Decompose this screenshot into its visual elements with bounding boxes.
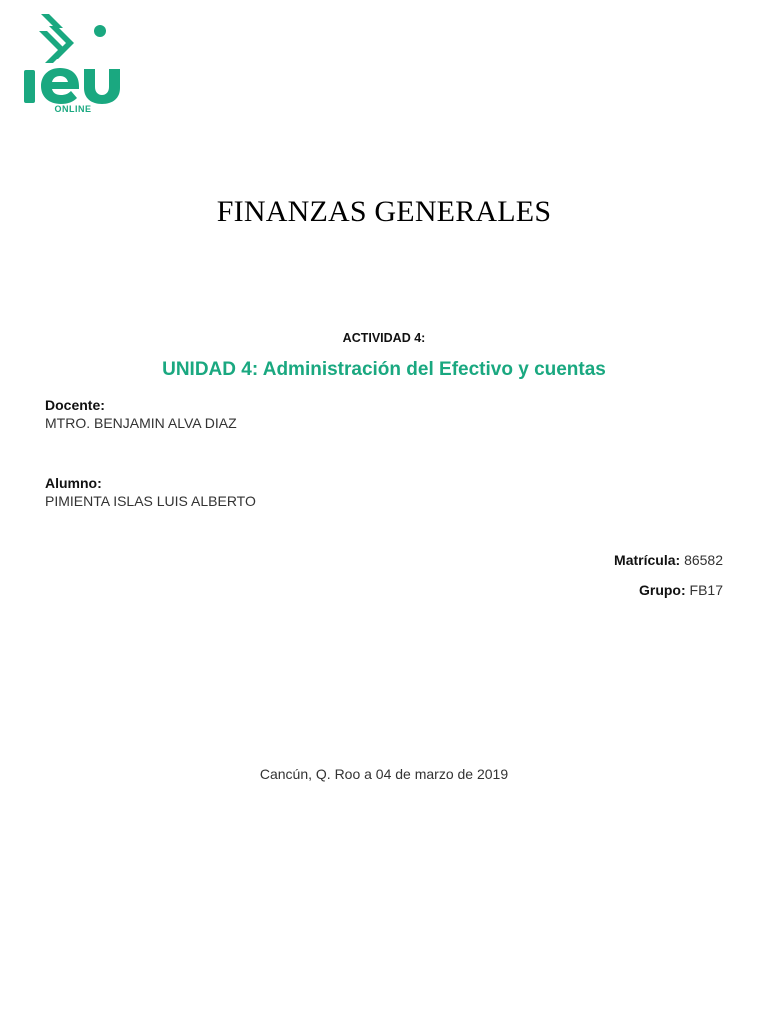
alumno-label: Alumno:	[45, 475, 102, 491]
docente-block	[45, 396, 237, 432]
alumno-block	[45, 474, 256, 510]
ieu-logo-icon	[22, 12, 124, 104]
document-title: FINANZAS GENERALES	[216, 195, 552, 228]
grupo-value: FB17	[689, 582, 723, 598]
matricula-value: 86582	[684, 552, 723, 568]
ieu-logo	[22, 12, 124, 120]
unit-heading: UNIDAD 4: Administración del Efectivo y cuentas	[162, 359, 606, 380]
grupo-line	[639, 582, 723, 598]
activity-label: ACTIVIDAD 4:	[342, 331, 426, 345]
docente-label: Docente:	[45, 397, 105, 413]
matricula-line	[614, 552, 723, 568]
grupo-label: Grupo:	[638, 582, 690, 598]
docente-value: MTRO. BENJAMIN ALVA DIAZ	[45, 415, 237, 431]
place-date: Cancún, Q. Roo a 04 de marzo de 2019	[259, 766, 509, 782]
matricula-label: Matrícula:	[614, 552, 685, 568]
alumno-value: PIMIENTA ISLAS LUIS ALBERTO	[45, 493, 256, 509]
logo-subtitle: ONLINE	[54, 104, 92, 114]
